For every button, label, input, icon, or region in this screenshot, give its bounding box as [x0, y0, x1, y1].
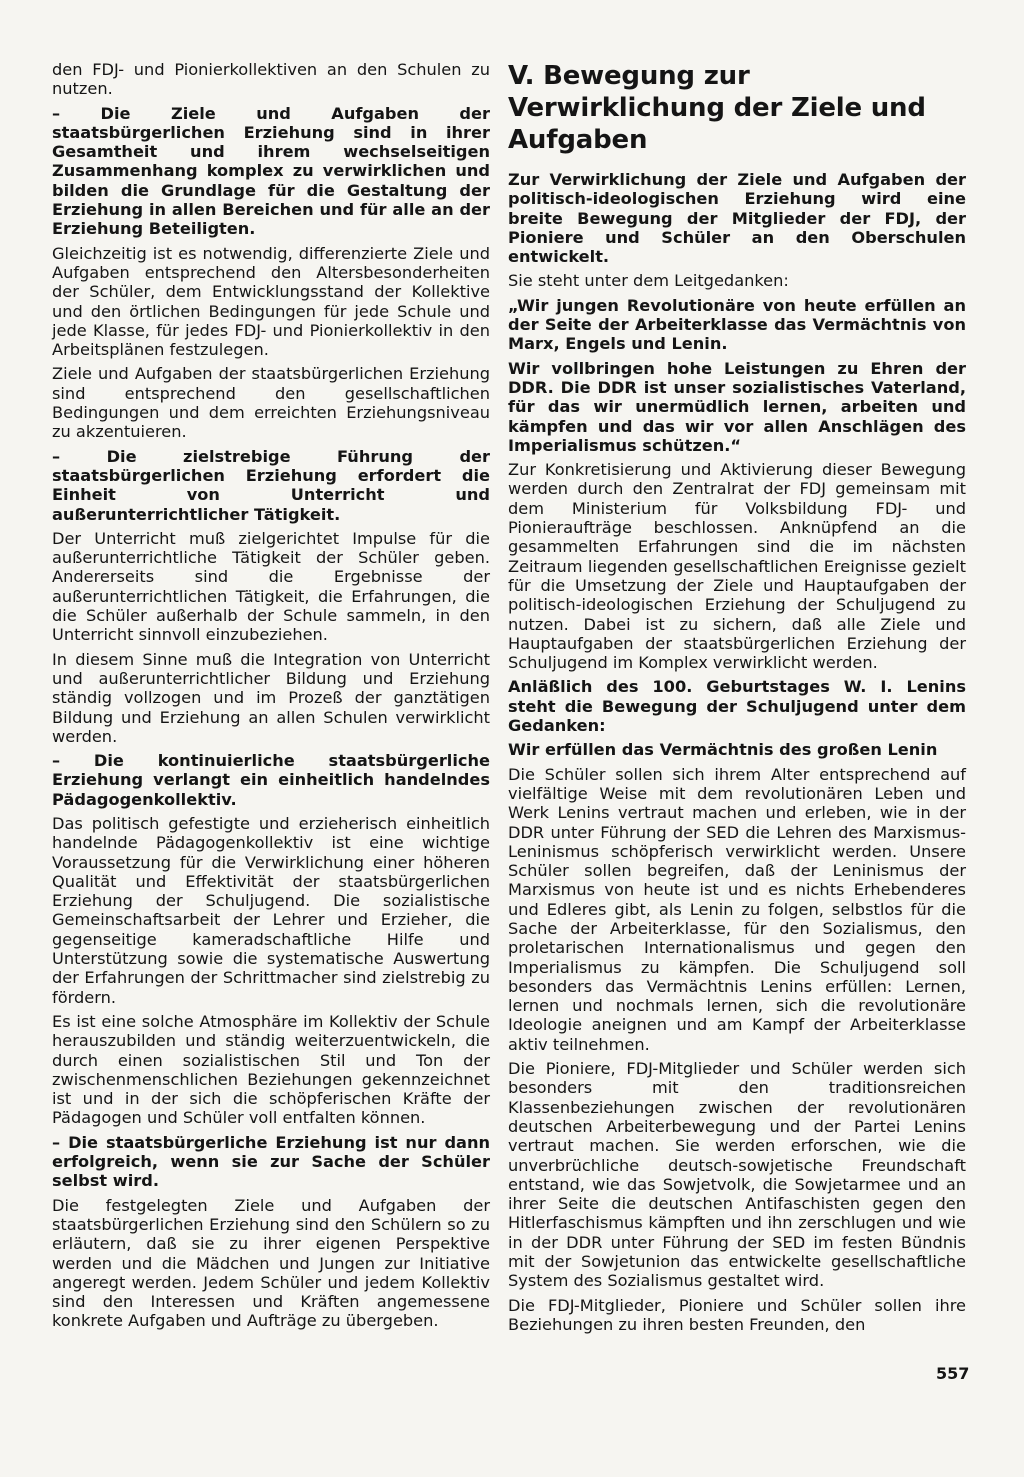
motto-quote: „Wir jungen Revolutionäre von heute erfüllen an der Seite der Arbeiterklasse das Vermächtnis von Marx, Engels und Lenin. [508, 295, 966, 354]
paragraph: den FDJ- und Pionierkollektiven an den Schulen zu nutzen. [52, 60, 490, 99]
bold-thesis: – Die staatsbürgerliche Erziehung ist nur dann erfolgreich, wenn sie zur Sache der Schüler selbst wird. [52, 1132, 490, 1191]
bold-motto: Wir erfüllen das Vermächtnis des großen Lenin [508, 740, 938, 760]
paragraph: Es ist eine solche Atmosphäre im Kollektiv der Schule herauszubilden und ständig weiterzuentwickeln, die durch einen sozialistischen Stil und Ton der zwischenmenschlichen Beziehungen gekennzeichnet ist und in der sich die schöpferischen Kräfte der Pädagogen und Schüler voll entfalten können. [52, 1011, 490, 1128]
motto-quote: Wir vollbringen hohe Leistungen zu Ehren der DDR. Die DDR ist unser sozialistisches Vaterland, für das wir unermüdlich lernen, arbeiten und kämpfen und das wir vor allen Anschlägen des Imperialismus schützen.“ [508, 358, 966, 455]
left-column [52, 60, 490, 1336]
paragraph: Das politisch gefestigte und erzieherisch einheitlich handelnde Pädagogenkollektiv ist eine wichtige Voraussetzung für die Verwirklichung einer höheren Qualität und Effektivität der staatsbürgerlichen Erziehung der Schuljugend. Die sozialistische Gemeinschaftsarbeit der Lehrer und Erzieher, die gegenseitige kameradschaftliche Hilfe und Unterstützung sowie die systematische Auswertung der Erfahrungen der Schrittmacher sind zielstrebig zu fördern. [52, 813, 490, 1007]
bold-thesis: – Die zielstrebige Führung der staatsbürgerlichen Erziehung erfordert die Einheit von Unterricht und außerunterrichtlicher Tätigkeit. [52, 446, 490, 524]
bold-statement: Anläßlich des 100. Geburtstages W. I. Lenins steht die Bewegung der Schuljugend unter dem Gedanken: [508, 677, 966, 736]
paragraph: Zur Konkretisierung und Aktivierung dieser Bewegung werden durch den Zentralrat der FDJ gemeinsam mit dem Ministerium für Volksbildung FDJ- und Pionieraufträge beschlossen. Anknüpfend an die gesammelten Erfahrungen sind die im nächsten Zeitraum liegenden gesellschaftlichen Ereignisse gezielt für die Umsetzung der Ziele und Hauptaufgaben der politisch-ideologischen Erziehung der Schuljugend zu nutzen. Dabei ist zu sichern, daß alle Ziele und Hauptaufgaben der staatsbürgerlichen Erziehung der Schuljugend im Komplex verwirklicht werden. [508, 460, 966, 673]
paragraph: Gleichzeitig ist es notwendig, differenzierte Ziele und Aufgaben entsprechend den Altersbesonderheiten der Schüler, dem Entwicklungsstand der Kollektive und den örtlichen Bedingungen für jede Schule und jede Klasse, für jedes FDJ- und Pionierkollektiv in den Arbeitsplänen festzulegen. [52, 243, 490, 360]
paragraph: Die FDJ-Mitglieder, Pioniere und Schüler sollen ihre Beziehungen zu ihren besten Freunden, den [508, 1295, 966, 1334]
paragraph: Die festgelegten Ziele und Aufgaben der staatsbürgerlichen Erziehung sind den Schülern so zu erläutern, daß sie zu ihrer eigenen Perspektive werden und die Mädchen und Jungen zur Initiative angeregt werden. Jedem Schüler und jedem Kollektiv sind den Interessen und Kräften angemessene konkrete Aufgaben und Aufträge zu übergeben. [52, 1195, 490, 1331]
right-column [508, 60, 966, 1339]
paragraph: Die Schüler sollen sich ihrem Alter entsprechend auf vielfältige Weise mit dem revolutionären Leben und Werk Lenins vertraut machen und erleben, wie in der DDR unter Führung der SED die Lehren des Marxismus-Leninismus schöpferisch verwirklicht werden. Unsere Schüler sollen begreifen, daß der Leninismus der Marxismus von heute ist und es nichts Erhebenderes und Edleres gibt, als Lenin zu folgen, selbstlos für die Sache der Arbeiterklasse, für den Sozialismus, den proletarischen Internationalismus und gegen den Imperialismus zu kämpfen. Die Schuljugend soll besonders das Vermächtnis Lenins erfüllen: Lernen, lernen und nochmals lernen, sich die revolutionäre Ideologie aneignen und am Kampf der Arbeiterklasse aktiv teilnehmen. [508, 764, 966, 1054]
section-heading: V. Bewegung zur Verwirklichung der Ziele und Aufgaben [508, 61, 926, 155]
bold-thesis: – Die kontinuierliche staatsbürgerliche Erziehung verlangt ein einheitlich handelndes Pädagogenkollektiv. [52, 751, 490, 809]
page-number: 557 [936, 1364, 970, 1383]
paragraph: Sie steht unter dem Leitgedanken: [508, 271, 789, 291]
bold-intro: Zur Verwirklichung der Ziele und Aufgaben der politisch-ideologischen Erziehung wird eine breite Bewegung der Mitglieder der FDJ, der Pioniere und Schüler an den Oberschulen entwickelt. [508, 170, 966, 267]
bold-thesis: – Die Ziele und Aufgaben der staatsbürgerlichen Erziehung sind in ihrer Gesamtheit und ihrem wechselseitigen Zusammenhang komplex zu verwirklichen und bilden die Grundlage für die Gestaltung der Erziehung in allen Bereichen und für alle an der Erziehung Beteiligten. [52, 103, 490, 239]
paragraph: Die Pioniere, FDJ-Mitglieder und Schüler werden sich besonders mit den traditionsreichen Klassenbeziehungen zwischen der revolutionären deutschen Arbeiterbewegung und der Partei Lenins vertraut machen. Sie werden erforschen, wie die unverbrüchliche deutsch-sowjetische Freundschaft entstand, wie das Sowjetvolk, die Sowjetarmee und an ihrer Seite die deutschen Antifaschisten gegen den Hitlerfaschismus kämpften und ihn zerschlugen und wie in der DDR unter Führung der SED im festen Bündnis mit der Sowjetunion das entwickelte gesellschaftliche System des Sozialismus gestaltet wird. [508, 1059, 966, 1291]
paragraph: Ziele und Aufgaben der staatsbürgerlichen Erziehung sind entsprechend den gesellschaftlichen Bedingungen und dem erreichten Erziehungsniveau zu akzentuieren. [52, 364, 490, 442]
paragraph: In diesem Sinne muß die Integration von Unterricht und außerunterrichtlicher Bildung und Erziehung ständig vollzogen und im Prozeß der ganztätigen Bildung und Erziehung an allen Schulen verwirklicht werden. [52, 649, 490, 746]
paragraph: Der Unterricht muß zielgerichtet Impulse für die außerunterrichtliche Tätigkeit der Schüler geben. Andererseits sind die Ergebnisse der außerunterrichtlichen Tätigkeit, die Erfahrungen, die die Schüler außerhalb der Schule sammeln, in den Unterricht sinnvoll einzubeziehen. [52, 528, 490, 645]
